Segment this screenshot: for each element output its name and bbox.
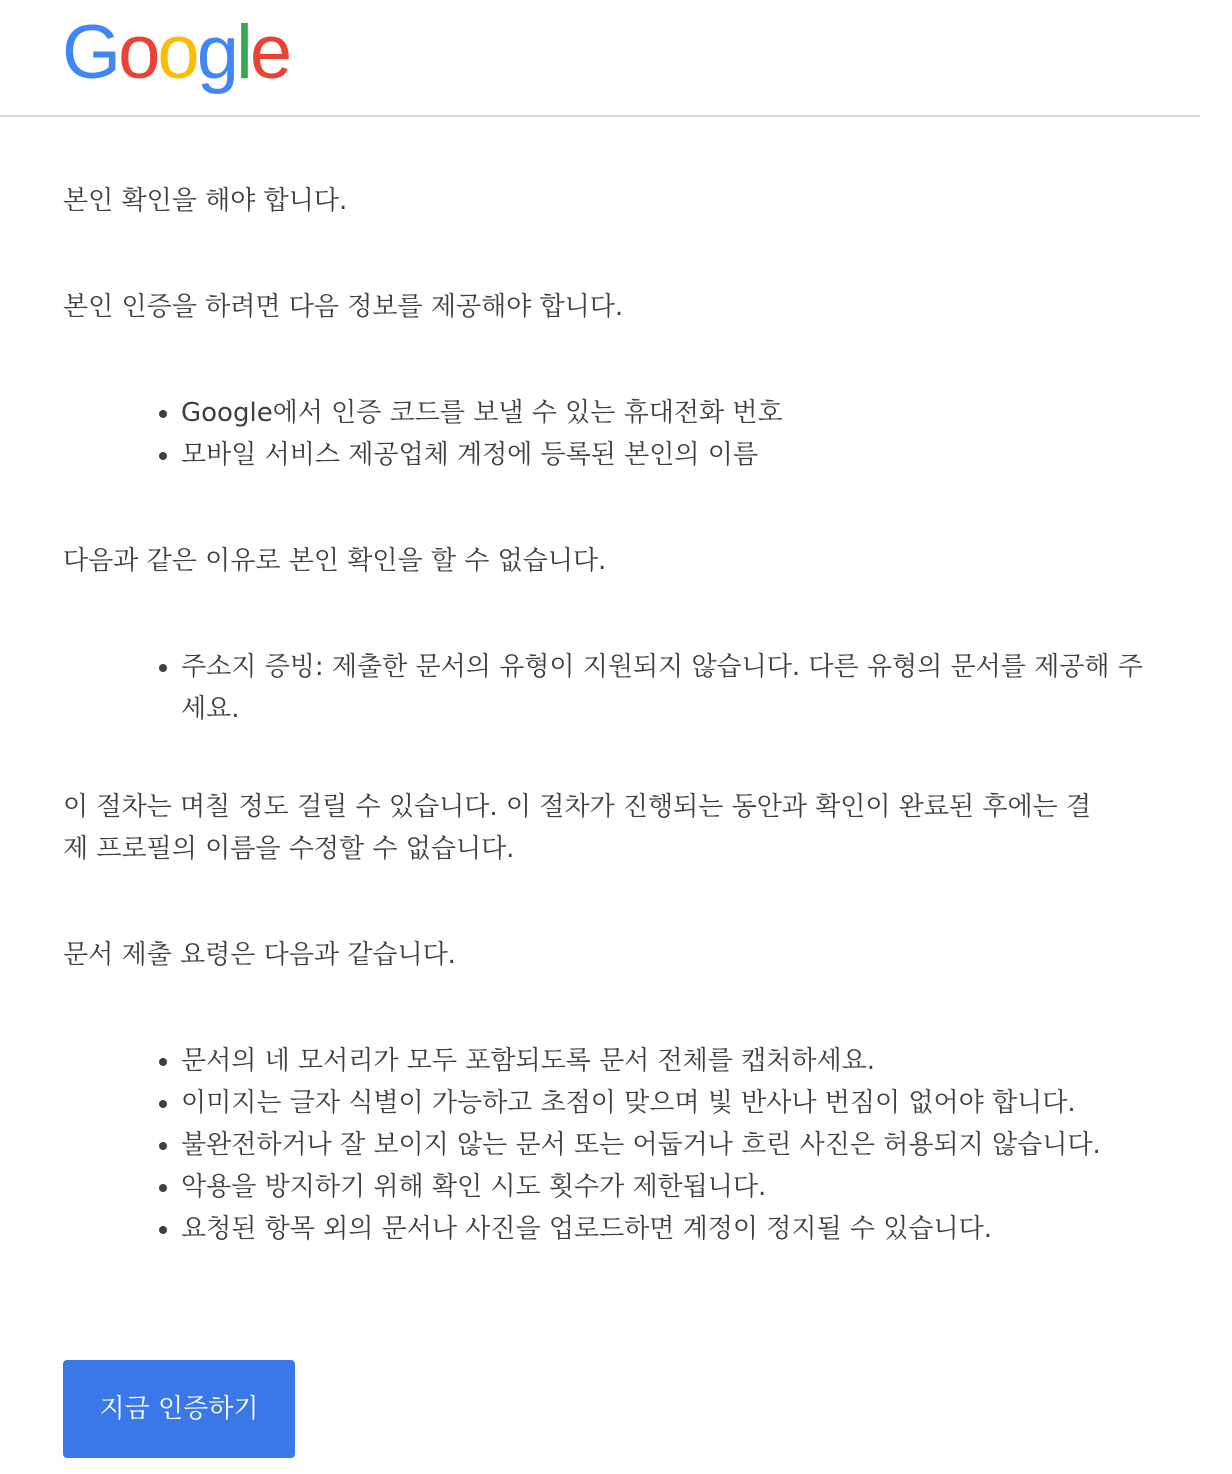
google-logo (62, 8, 289, 98)
logo-letter: g (196, 10, 236, 95)
list-item: • 문서의 네 모서리가 모두 포함되도록 문서 전체를 캡처하세요. (181, 1040, 1143, 1082)
list-item: • 모바일 서비스 제공업체 계정에 등록된 본인의 이름 (181, 434, 1143, 476)
logo-letter: G (62, 10, 119, 95)
logo-letter: l (235, 10, 250, 95)
reasons-list (63, 646, 1143, 730)
list-item: • 악용을 방지하기 위해 확인 시도 횟수가 제한됩니다. (181, 1166, 1143, 1208)
list-item: • Google에서 인증 코드를 보낼 수 있는 휴대전화 번호 (181, 392, 1143, 434)
list-item: • 이미지는 글자 식별이 가능하고 초점이 맞으며 빛 반사나 번짐이 없어야 합니다. (181, 1082, 1143, 1124)
email-body (63, 180, 1143, 1250)
list-item: • 요청된 항목 외의 문서나 사진을 업로드하면 계정이 정지될 수 있습니다. (181, 1208, 1143, 1250)
info-required-list (63, 392, 1143, 476)
intro-text: 본인 확인을 해야 합니다. (63, 186, 348, 216)
guidelines-list (63, 1040, 1143, 1250)
logo-letter: o (157, 10, 197, 95)
list-item: • 불완전하거나 잘 보이지 않는 문서 또는 어둡거나 흐린 사진은 허용되지 않습니다. (181, 1124, 1143, 1166)
list-item: • 주소지 증빙: 제출한 문서의 유형이 지원되지 않습니다. 다른 유형의 문서를 제공해 주세요. (181, 646, 1143, 730)
process-note: 이 절차는 며칠 정도 걸릴 수 있습니다. 이 절차가 진행되는 동안과 확인이 완료된 후에는 결제 프로필의 이름을 수정할 수 없습니다. (63, 792, 1092, 864)
guidelines-heading: 문서 제출 요령은 다음과 같습니다. (63, 940, 456, 970)
verify-now-button[interactable]: 지금 인증하기 (63, 1360, 295, 1458)
info-required-heading: 본인 인증을 하려면 다음 정보를 제공해야 합니다. (63, 292, 624, 322)
logo-letter: o (118, 10, 158, 95)
reasons-heading: 다음과 같은 이유로 본인 확인을 할 수 없습니다. (63, 546, 607, 576)
logo-letter: e (249, 10, 290, 95)
email-header (0, 0, 1200, 117)
